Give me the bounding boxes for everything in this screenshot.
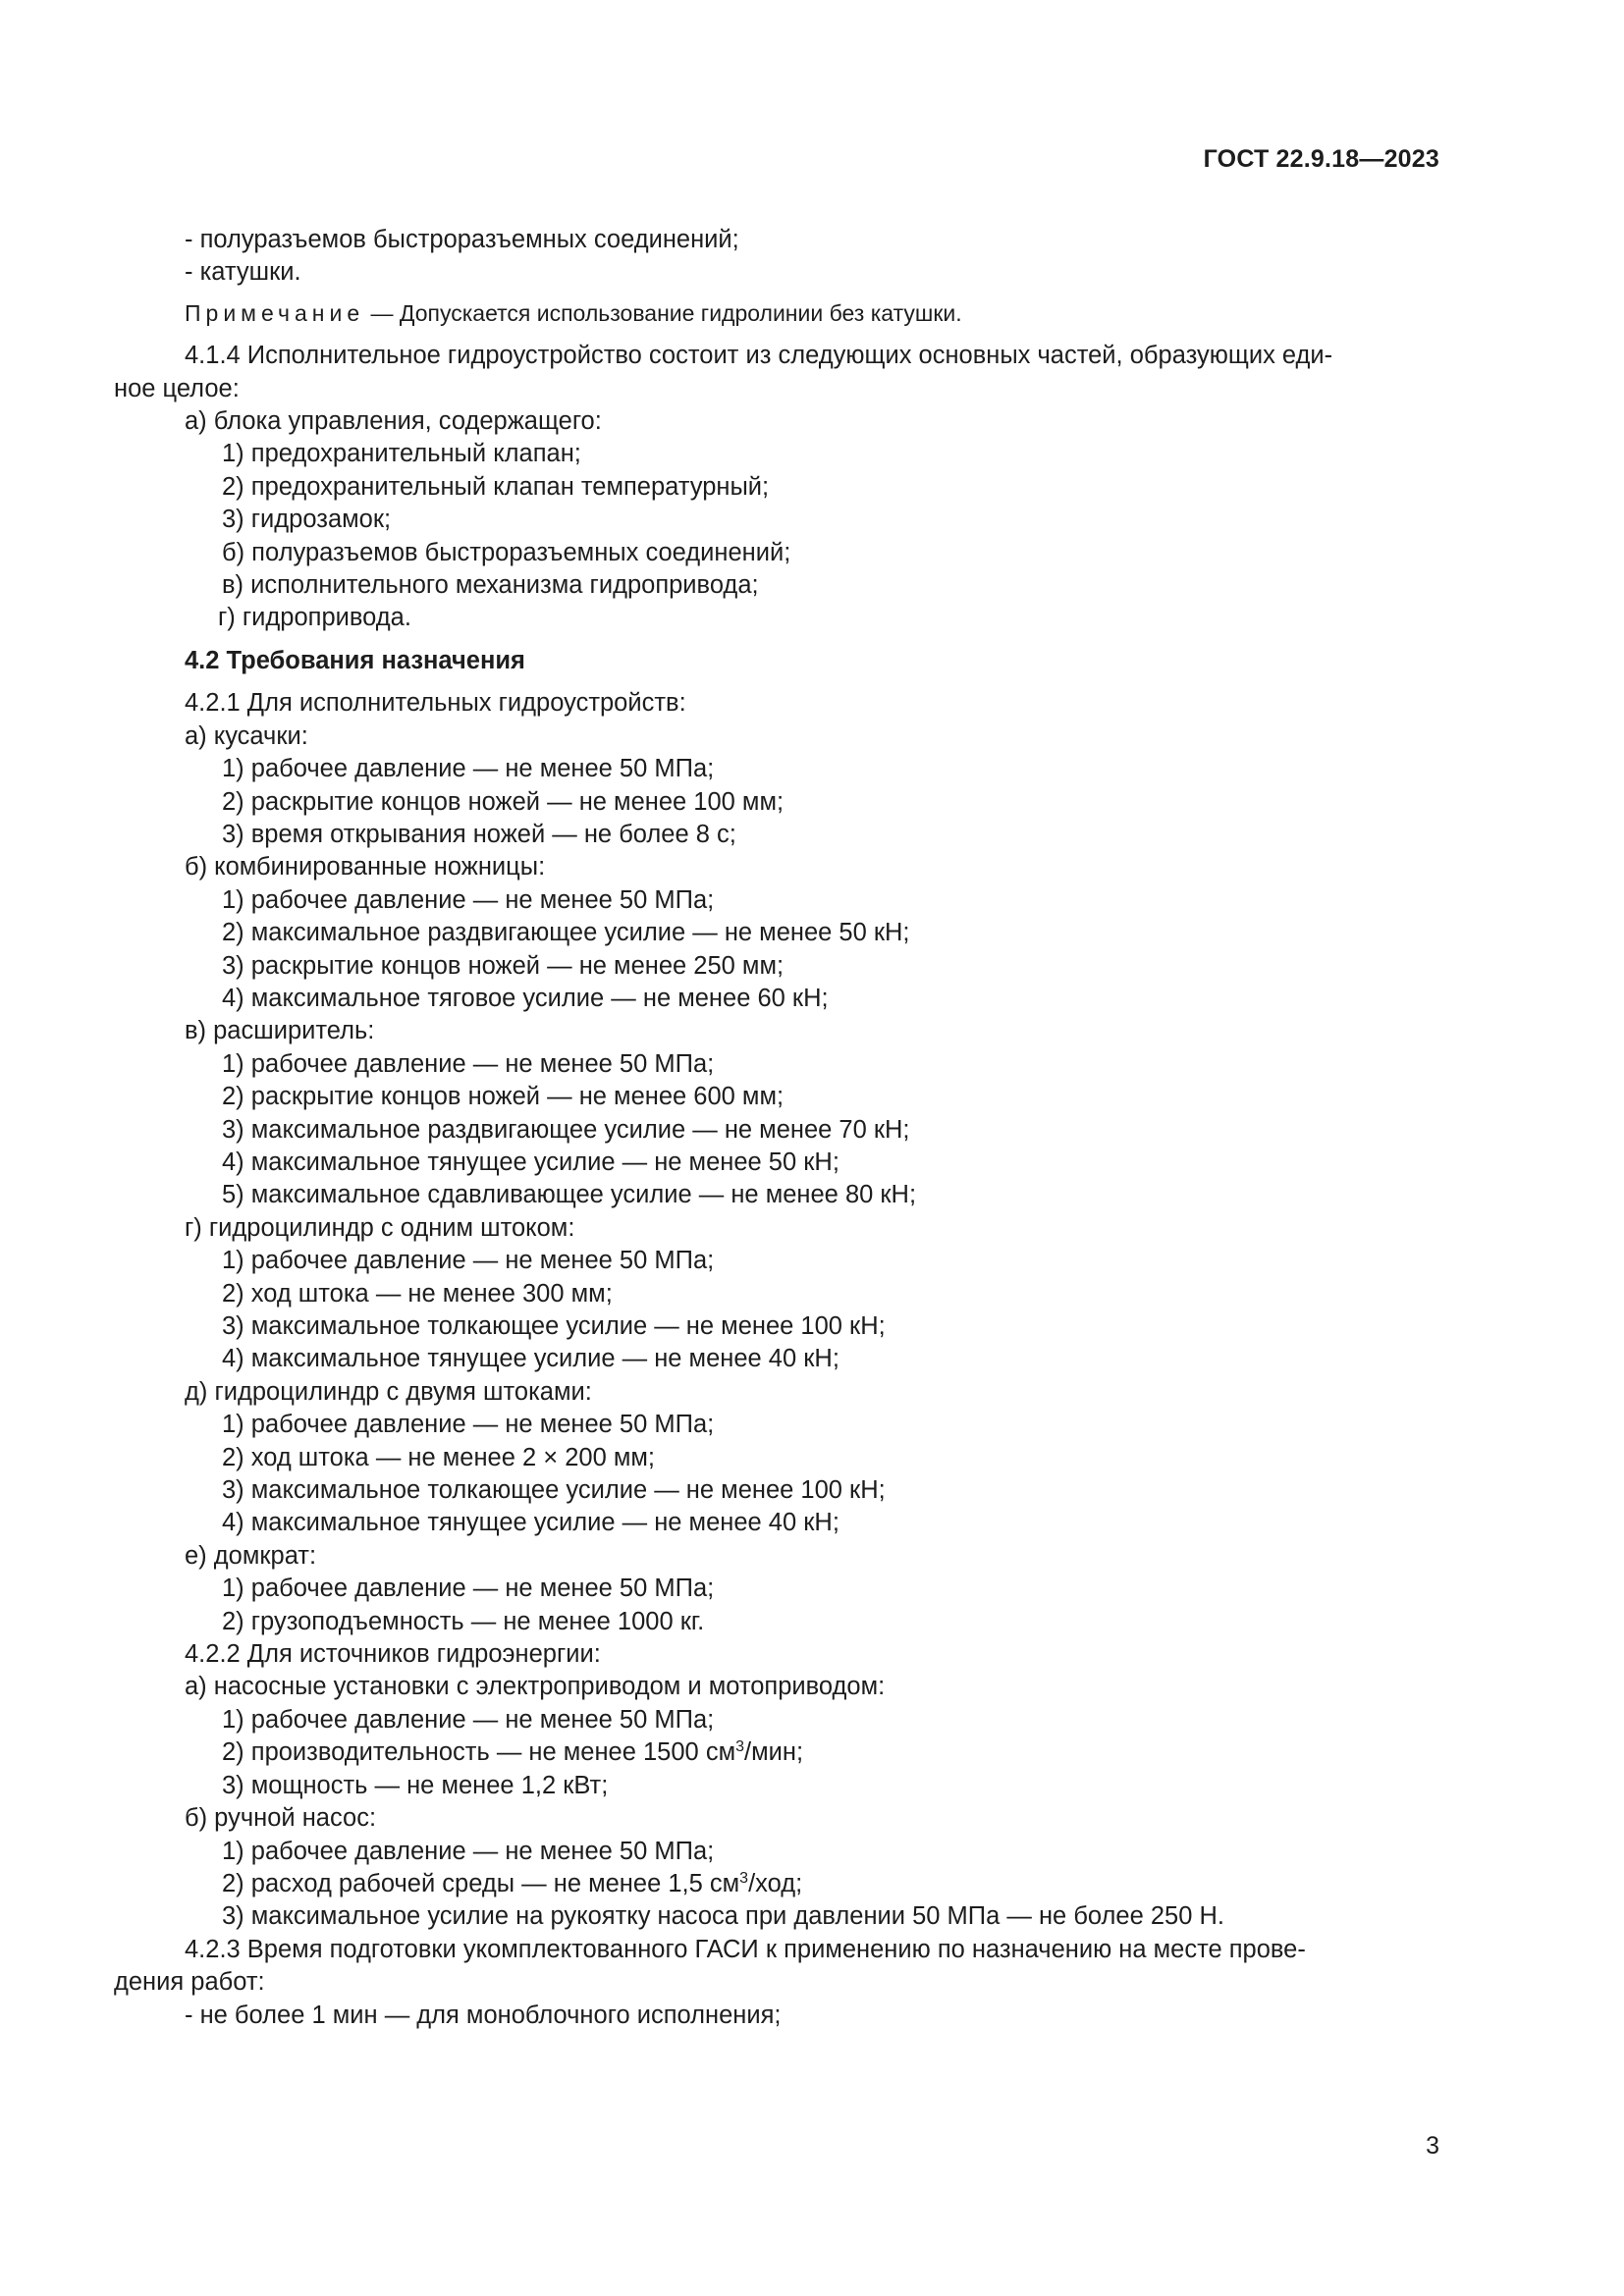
list-item: в) исполнительного механизма гидропривода;	[222, 571, 759, 600]
list-item: д) гидроцилиндр с двумя штоками:	[185, 1377, 592, 1406]
list-item: а) кусачки:	[185, 721, 308, 750]
list-item: г) гидроцилиндр с одним штоком:	[185, 1213, 575, 1242]
item-text: /ход;	[748, 1869, 803, 1897]
list-item: а) насосные установки с электроприводом и мотоприводом:	[185, 1673, 886, 1701]
page-body	[114, 224, 1439, 2032]
document-code: ГОСТ 22.9.18—2023	[1203, 145, 1439, 173]
list-item: 2) предохранительный клапан температурный;	[222, 472, 770, 501]
list-item: 1) рабочее давление — не менее 50 МПа;	[222, 755, 715, 783]
list-item: - не более 1 мин — для моноблочного исполнения;	[185, 2001, 782, 2029]
clause-423-first-line: 4.2.3 Время подготовки укомплектованного ГАСИ к применению по назначению на месте прове-	[185, 1935, 1306, 1963]
list-item: г) гидропривода.	[218, 604, 411, 632]
item-text: 2) расход рабочей среды — не менее 1,5 см	[222, 1869, 740, 1897]
clause-414-first-line: 4.1.4 Исполнительное гидроустройство состоит из следующих основных частей, образующих еди-	[185, 342, 1333, 370]
list-item: в) расширитель:	[185, 1017, 375, 1045]
clause-414-continuation: ное целое:	[114, 374, 240, 402]
item-text: /мин;	[744, 1738, 804, 1767]
list-item: 1) рабочее давление — не менее 50 МПа;	[222, 885, 715, 914]
list-item: 3) максимальное усилие на рукоятку насоса при давлении 50 МПа — не более 250 Н.	[222, 1902, 1225, 1931]
list-item: 4) максимальное тянущее усилие — не менее 50 кН;	[222, 1148, 839, 1176]
list-item: 5) максимальное сдавливающее усилие — не менее 80 кН;	[222, 1181, 917, 1209]
list-item: 2) раскрытие концов ножей — не менее 600 мм;	[222, 1083, 785, 1111]
list-item: 2) максимальное раздвигающее усилие — не менее 50 кН;	[222, 919, 910, 947]
list-item: 1) рабочее давление — не менее 50 МПа;	[222, 1705, 715, 1734]
note-text: — Допускается использование гидролинии без катушки.	[364, 299, 962, 326]
list-item	[114, 1868, 1439, 1900]
list-item: б) комбинированные ножницы:	[185, 853, 546, 881]
list-item: 3) максимальное раздвигающее усилие — не менее 70 кН;	[222, 1115, 910, 1144]
list-item	[114, 1736, 1439, 1769]
list-item: 4) максимальное тяговое усилие — не менее 60 кН;	[222, 984, 829, 1012]
list-item: 1) рабочее давление — не менее 50 МПа;	[222, 1411, 715, 1439]
list-item: 3) мощность — не менее 1,2 кВт;	[222, 1771, 609, 1799]
list-item: 3) раскрытие концов ножей — не менее 250 мм;	[222, 951, 785, 980]
list-item: 4) максимальное тянущее усилие — не менее 40 кН;	[222, 1345, 839, 1373]
superscript: 3	[739, 1869, 749, 1887]
list-item: б) полуразъемов быстроразъемных соединений;	[222, 538, 791, 566]
clause-423-continuation: дения работ:	[114, 1968, 265, 1997]
superscript: 3	[735, 1738, 745, 1756]
list-item: 3) время открывания ножей — не более 8 с;	[222, 820, 736, 848]
list-item: б) ручной насос:	[185, 1804, 377, 1833]
list-item: - полуразъемов быстроразъемных соединений;	[185, 226, 739, 253]
list-item: 2) раскрытие концов ножей — не менее 100 мм;	[222, 787, 785, 816]
list-item: - катушки.	[185, 258, 301, 287]
list-item: 1) рабочее давление — не менее 50 МПа;	[222, 1837, 715, 1865]
clause-title: 4.2.1 Для исполнительных гидроустройств:	[185, 689, 686, 718]
list-item: 3) максимальное толкающее усилие — не менее 100 кН;	[222, 1476, 886, 1505]
item-text: 2) производительность — не менее 1500 см	[222, 1738, 736, 1767]
list-item: 1) рабочее давление — не менее 50 МПа;	[222, 1575, 715, 1603]
page-number: 3	[1426, 2132, 1439, 2160]
list-item: 3) максимальное толкающее усилие — не менее 100 кН;	[222, 1312, 886, 1340]
note-label: Примечание	[185, 299, 365, 326]
list-item: а) блока управления, содержащего:	[185, 407, 602, 436]
list-item: е) домкрат:	[185, 1541, 317, 1570]
list-item: 2) ход штока — не менее 300 мм;	[222, 1279, 613, 1308]
list-item: 2) ход штока — не менее 2 × 200 мм;	[222, 1443, 656, 1471]
list-item: 1) рабочее давление — не менее 50 МПа;	[222, 1247, 715, 1275]
list-item: 1) предохранительный клапан;	[222, 440, 581, 468]
list-item: 4) максимальное тянущее усилие — не менее 40 кН;	[222, 1509, 839, 1537]
note	[114, 297, 1439, 330]
list-item: 1) рабочее давление — не менее 50 МПа;	[222, 1049, 715, 1078]
list-item: 2) грузоподъемность — не менее 1000 кг.	[222, 1607, 705, 1635]
list-item: 3) гидрозамок;	[222, 506, 392, 534]
clause-title: 4.2.2 Для источников гидроэнергии:	[185, 1640, 601, 1669]
section-heading: 4.2 Требования назначения	[185, 646, 525, 674]
